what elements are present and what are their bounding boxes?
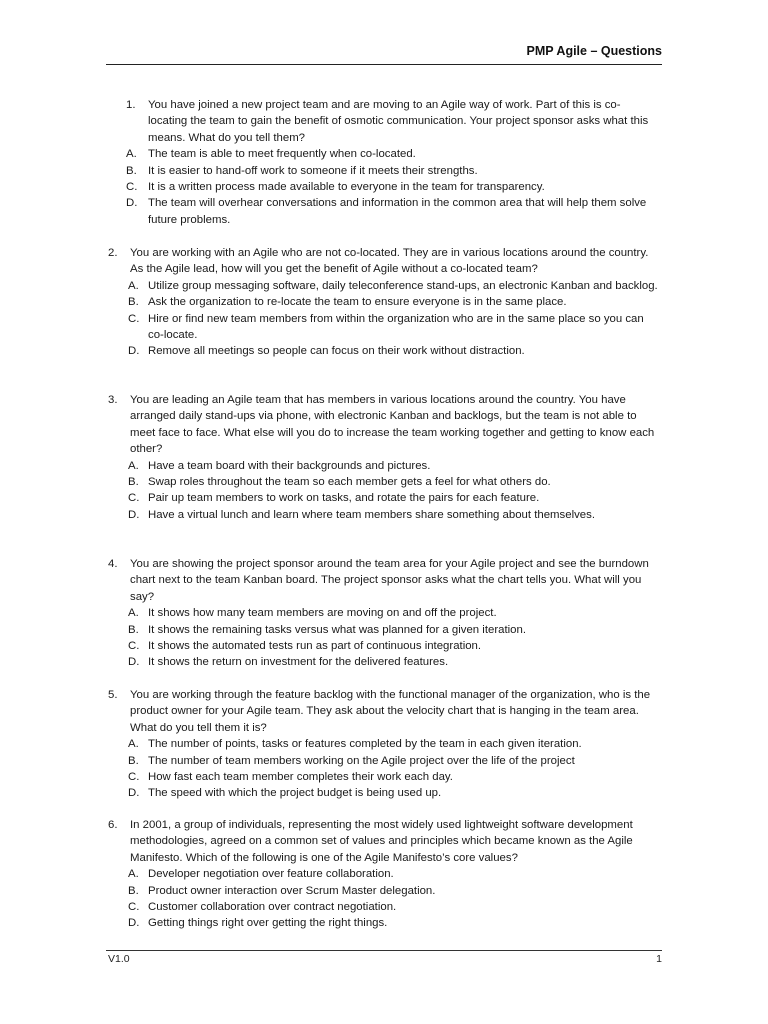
- footer-page-number: 1: [656, 953, 662, 965]
- option-text: Utilize group messaging software, daily teleconference stand-ups, an electronic Kanban and backlog.: [148, 279, 658, 292]
- option-text: It shows the remaining tasks versus what was planned for a given iteration.: [148, 623, 526, 636]
- option-d: [0, 785, 768, 801]
- option-c: [0, 179, 768, 195]
- option-a: [0, 605, 768, 621]
- option-label: A.: [128, 459, 139, 472]
- option-a: [0, 146, 768, 162]
- question-number: 4.: [108, 558, 118, 570]
- option-b: [0, 163, 768, 179]
- option-b: [0, 474, 768, 490]
- option-label: B.: [128, 476, 139, 489]
- option-label: D.: [128, 917, 140, 930]
- question-stem: [0, 556, 768, 605]
- option-text: It shows how many team members are moving on and off the project.: [148, 607, 497, 620]
- option-a: [0, 736, 768, 752]
- question-5: [0, 687, 768, 802]
- option-d: [0, 343, 768, 359]
- option-b: [0, 294, 768, 310]
- option-label: B.: [128, 623, 139, 636]
- option-text: The team will overhear conversations and information in the common area that will help them solve future problems.: [148, 197, 647, 226]
- option-text: Ask the organization to re-locate the team to ensure everyone is in the same place.: [148, 296, 567, 309]
- option-c: [0, 638, 768, 654]
- header-divider: [106, 64, 662, 65]
- option-d: [0, 195, 768, 228]
- option-text: It is a written process made available to everyone in the team for transparency.: [148, 181, 545, 194]
- question-text: You are working through the feature backlog with the functional manager of the organization, who is the product owner for your Agile team. They ask about the velocity chart that is hanging in the team area. What do you tell them it is?: [130, 689, 651, 734]
- option-text: It is easier to hand-off work to someone if it meets their strengths.: [148, 164, 478, 177]
- option-label: C.: [128, 640, 140, 653]
- question-text: You are showing the project sponsor around the team area for your Agile project and see the burndown chart next to the team Kanban board. The project sponsor asks what the chart tells you. What will you say?: [130, 558, 649, 603]
- option-text: It shows the automated tests run as part of continuous integration.: [148, 640, 482, 653]
- option-c: [0, 311, 768, 344]
- option-d: [0, 915, 768, 931]
- option-text: Developer negotiation over feature collaboration.: [148, 868, 394, 881]
- question-number: 1.: [126, 99, 136, 111]
- option-label: D.: [128, 508, 140, 521]
- option-text: Swap roles throughout the team so each member gets a feel for what others do.: [148, 476, 551, 489]
- option-label: C.: [128, 771, 140, 784]
- option-label: A.: [128, 738, 139, 751]
- option-text: The number of points, tasks or features completed by the team in each given iteration.: [148, 738, 582, 751]
- option-text: Getting things right over getting the right things.: [148, 917, 388, 930]
- option-text: The team is able to meet frequently when co-located.: [148, 148, 416, 161]
- option-c: [0, 490, 768, 506]
- option-d: [0, 654, 768, 670]
- question-stem: [0, 245, 768, 278]
- question-number: 2.: [108, 247, 118, 259]
- option-text: Have a team board with their backgrounds and pictures.: [148, 459, 431, 472]
- option-text: Customer collaboration over contract negotiation.: [148, 901, 397, 914]
- option-text: Have a virtual lunch and learn where team members share something about themselves.: [148, 508, 595, 521]
- question-text: You have joined a new project team and are moving to an Agile way of work. Part of this is co-locating the team to gain the benefit of osmotic communication. Your project sponsor asks what this means. What do you tell them?: [148, 99, 649, 144]
- question-4: [0, 556, 768, 671]
- question-number: 3.: [108, 394, 118, 406]
- option-c: [0, 899, 768, 915]
- footer-divider: [106, 950, 662, 951]
- option-a: [0, 278, 768, 294]
- option-b: [0, 753, 768, 769]
- option-label: D.: [128, 787, 140, 800]
- question-text: In 2001, a group of individuals, representing the most widely used lightweight software development methodologies, agreed on a common set of values and principles which became known as the Agile Manifesto. Which of the following is one of the Agile Manifesto’s core values?: [130, 819, 633, 864]
- option-text: The speed with which the project budget is being used up.: [148, 787, 442, 800]
- question-3: [0, 392, 768, 523]
- option-text: Pair up team members to work on tasks, and rotate the pairs for each feature.: [148, 492, 540, 505]
- option-label: C.: [128, 492, 140, 505]
- question-text: You are leading an Agile team that has members in various locations around the country. You have arranged daily stand-ups via phone, with electronic Kanban and backlogs, but the team is not able to meet face to face. What else will you do to increase the team working together and getting to know each other?: [130, 394, 655, 456]
- option-label: C.: [128, 312, 140, 325]
- page-header-title: PMP Agile – Questions: [526, 44, 662, 58]
- option-text: How fast each team member completes their work each day.: [148, 771, 453, 784]
- footer-version: V1.0: [108, 953, 130, 965]
- option-label: B.: [128, 754, 139, 767]
- option-label: C.: [128, 901, 140, 914]
- option-label: C.: [126, 181, 138, 194]
- question-number: 5.: [108, 689, 118, 701]
- question-1: [0, 97, 768, 228]
- question-stem: [0, 817, 768, 866]
- option-b: [0, 883, 768, 899]
- option-label: B.: [128, 884, 139, 897]
- option-text: Product owner interaction over Scrum Master delegation.: [148, 884, 436, 897]
- question-stem: [0, 392, 768, 458]
- option-label: D.: [128, 345, 140, 358]
- option-d: [0, 507, 768, 523]
- question-stem: [0, 687, 768, 736]
- option-c: [0, 769, 768, 785]
- option-label: A.: [128, 868, 139, 881]
- question-2: [0, 245, 768, 360]
- option-text: Remove all meetings so people can focus on their work without distraction.: [148, 345, 525, 358]
- option-a: [0, 866, 768, 882]
- option-label: D.: [128, 656, 140, 669]
- option-label: B.: [126, 164, 137, 177]
- option-text: Hire or find new team members from within the organization who are in the same place so you can co-locate.: [148, 312, 644, 342]
- option-text: The number of team members working on the Agile project over the life of the project: [148, 754, 575, 767]
- question-number: 6.: [108, 819, 118, 831]
- option-b: [0, 622, 768, 638]
- option-label: D.: [126, 197, 138, 210]
- question-6: [0, 817, 768, 932]
- option-label: A.: [128, 607, 139, 620]
- option-label: A.: [128, 279, 139, 292]
- question-stem: [0, 97, 768, 146]
- option-label: B.: [128, 296, 139, 309]
- option-label: A.: [126, 148, 137, 161]
- option-a: [0, 458, 768, 474]
- option-text: It shows the return on investment for the delivered features.: [148, 656, 449, 669]
- question-text: You are working with an Agile who are not co-located. They are in various locations around the country. As the Agile lead, how will you get the benefit of Agile without a co-located team?: [130, 247, 649, 276]
